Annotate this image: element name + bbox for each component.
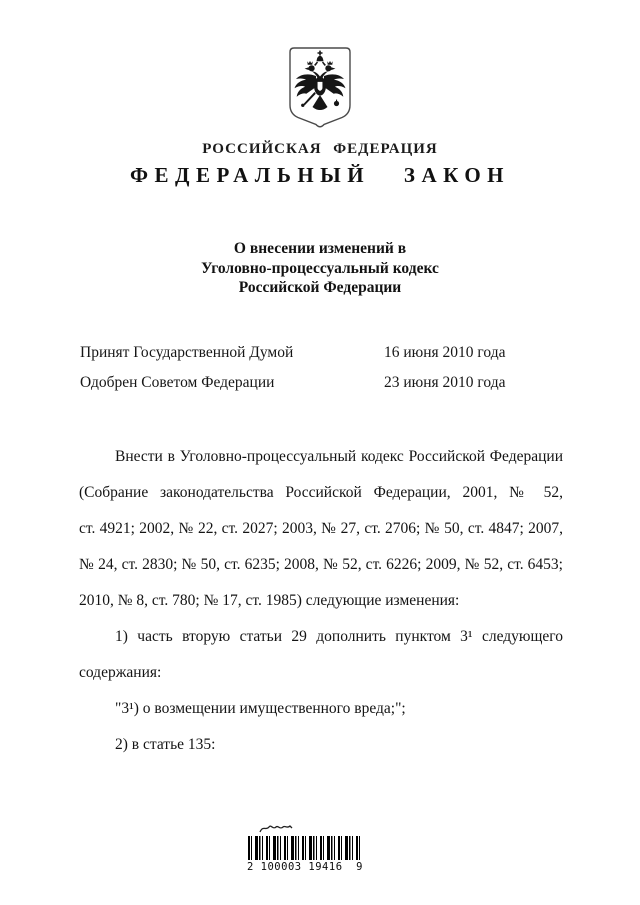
barcode-stripes <box>248 836 360 860</box>
law-title-line: Российской Федерации <box>238 279 402 296</box>
barcode-digits: 2 100003 19416 9 <box>247 861 363 873</box>
body-line: содержания: <box>79 664 162 681</box>
adopted-by-duma-row <box>80 344 540 364</box>
body-line: (Собрание законодательства Российской Федерации, 2001, № 52, <box>79 484 563 501</box>
law-title <box>0 239 640 298</box>
law-body-text <box>79 439 563 763</box>
body-line: 2010, № 8, ст. 780; № 17, ст. 1985) следующие изменения: <box>79 592 460 609</box>
coat-of-arms-icon <box>287 46 353 132</box>
approved-by-federation-council-label: Одобрен Советом Федерации <box>80 374 275 391</box>
country-heading: РОССИЙСКАЯ ФЕДЕРАЦИЯ <box>202 141 438 157</box>
document-type-heading: ФЕДЕРАЛЬНЫЙ ЗАКОН <box>130 163 510 187</box>
barcode <box>246 822 366 873</box>
body-line: 1) часть вторую статьи 29 дополнить пунктом 3¹ следующего <box>115 628 563 645</box>
body-line: 2) в статье 135: <box>115 736 216 753</box>
adopted-by-duma-label: Принят Государственной Думой <box>80 344 294 361</box>
approved-by-federation-council-row <box>80 374 540 394</box>
body-line: Внести в Уголовно-процессуальный кодекс Российской Федерации <box>115 448 563 465</box>
adopted-by-duma-date: 16 июня 2010 года <box>384 344 506 361</box>
body-line: "3¹) о возмещении имущественного вреда;"; <box>115 700 406 717</box>
body-line: № 24, ст. 2830; № 50, ст. 6235; 2008, № 52, ст. 6226; 2009, № 52, ст. 6453; <box>79 556 563 573</box>
approved-by-federation-council-date: 23 июня 2010 года <box>384 374 506 391</box>
law-title-line: О внесении изменений в <box>233 240 407 257</box>
handwritten-mark-icon <box>258 822 294 836</box>
law-title-line: Уголовно-процессуальный кодекс <box>201 259 439 277</box>
body-line: ст. 4921; 2002, № 22, ст. 2027; 2003, № 27, ст. 2706; № 50, ст. 4847; 2007, <box>79 520 563 537</box>
